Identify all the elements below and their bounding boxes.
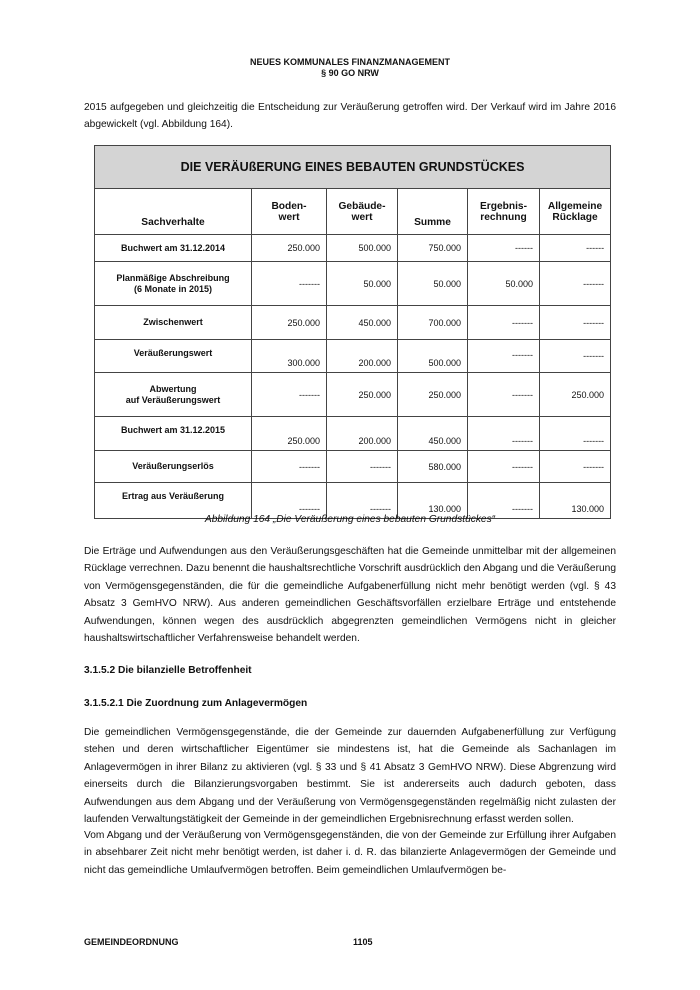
table-header-row: [95, 189, 611, 235]
subsection-heading: 3.1.5.2.1 Die Zuordnung zum Anlagevermögen: [84, 698, 308, 709]
cell: 500.000: [398, 340, 468, 373]
cell: 500.000: [327, 235, 398, 262]
cell: -------: [468, 451, 540, 483]
cell: 50.000: [468, 262, 540, 306]
table-row: [95, 373, 611, 417]
col-header-bodenwert: Boden- wert: [252, 189, 327, 235]
sale-table: [94, 145, 611, 519]
table-title: DIE VERÄUßERUNG EINES BEBAUTEN GRUNDSTÜCKES: [95, 146, 611, 189]
page-number: 1105: [353, 937, 373, 947]
cell: 750.000: [398, 235, 468, 262]
cell: -------: [540, 340, 611, 373]
cell: -------: [327, 451, 398, 483]
cell: -------: [540, 451, 611, 483]
col-header-ruecklage: Allgemeine Rücklage: [540, 189, 611, 235]
col-header-summe: Summe: [398, 189, 468, 235]
table-row: [95, 340, 611, 373]
cell: 200.000: [327, 417, 398, 451]
cell: -------: [468, 417, 540, 451]
cell: 250.000: [252, 235, 327, 262]
cell: ------: [540, 235, 611, 262]
page-header: [0, 57, 700, 79]
row-label: Veräußerungswert: [95, 340, 252, 373]
cell: 50.000: [398, 262, 468, 306]
row-label: Veräußerungserlös: [95, 451, 252, 483]
cell: 200.000: [327, 340, 398, 373]
cell: 450.000: [398, 417, 468, 451]
row-label: Buchwert am 31.12.2014: [95, 235, 252, 262]
col-header-gebaeudewert: Gebäude- wert: [327, 189, 398, 235]
cell: ------: [468, 235, 540, 262]
table-row: [95, 262, 611, 306]
row-label: Planmäßige Abschreibung (6 Monate in 2015): [95, 262, 252, 306]
row-label: Ertrag aus Veräußerung: [95, 483, 252, 519]
paragraph-ertraege: Die Erträge und Aufwendungen aus den Veräußerungsgeschäften hat die Gemeinde unmittelbar mit der allgemeinen Rücklage verrechnen. Dazu benennt die haushaltsrechtliche Vorschrift ausdrücklich den Abgang und die Veräußerung von Vermögensgegenständen, die für die gemeindliche Aufgabenerfüllung nicht mehr benötigt werden (vgl. § 43 Absatz 3 GemHVO NRW). Aus anderen gemeindlichen Geschäftsvorfällen erzielbare Erträge und entstehende Aufwendungen, können wegen des ausdrücklich abgegrenzten gemeindlichen Vermögens nicht in gleicher haushaltswirtschaftlicher Verfahrensweise behandelt werden.: [84, 546, 616, 645]
cell: 130.000: [398, 483, 468, 519]
cell: 50.000: [327, 262, 398, 306]
cell: -------: [540, 306, 611, 340]
table-row: [95, 451, 611, 483]
row-label: Zwischenwert: [95, 306, 252, 340]
cell: -------: [540, 262, 611, 306]
cell: -------: [468, 483, 540, 519]
table-row: [95, 417, 611, 451]
header-section: § 90 GO NRW: [321, 68, 379, 78]
section-heading: 3.1.5.2 Die bilanzielle Betroffenheit: [84, 665, 252, 676]
cell: 250.000: [398, 373, 468, 417]
table-row: [95, 306, 611, 340]
table-caption: Abbildung 164 „Die Veräußerung eines bebauten Grundstückes“: [204, 514, 496, 525]
col-header-ergebnisrechnung: Ergebnis- rechnung: [468, 189, 540, 235]
cell: 250.000: [252, 306, 327, 340]
row-label: Abwertung auf Veräußerungswert: [95, 373, 252, 417]
cell: 700.000: [398, 306, 468, 340]
cell: 300.000: [252, 340, 327, 373]
cell: -------: [468, 340, 540, 373]
header-title: NEUES KOMMUNALES FINANZMANAGEMENT: [250, 57, 450, 67]
paragraph-zuordnung: Die gemeindlichen Vermögensgegenstände, die der Gemeinde zur dauernden Aufgabenerfüllung zur Verfügung stehen und deren wirtschaftlicher Eigentümer sie mindestens ist, hat die Gemeinde als Sachanlagen im Anlagevermögen in ihrer Bilanz zu aktivieren (vgl. § 33 und § 41 Absatz 3 GemHVO NRW). Diese Abgrenzung wird einerseits durch die Bilanzierungsvorgaben bestimmt. Sie ist andererseits auch dadurch geboten, dass Aufwendungen aus dem Abgang und der Veräußerung von Vermögensgegenständen regelmäßig nicht zulasten der laufenden Verwaltungstätigkeit der Gemeinde in der gemeindlichen Ergebnisrechnung erfasst werden sollen.: [84, 727, 616, 826]
cell: 450.000: [327, 306, 398, 340]
intro-paragraph: 2015 aufgegeben und gleichzeitig die Entscheidung zur Veräußerung getroffen wird. Der Verkauf wird im Jahre 2016 abgewickelt (vgl. Abbildung 164).: [84, 102, 616, 131]
cell: -------: [468, 306, 540, 340]
cell: -------: [327, 483, 398, 519]
paragraph-abgang: Vom Abgang und der Veräußerung von Vermögensgegenständen, die von der Gemeinde zur Erfüllung ihrer Aufgaben in absehbarer Zeit nicht mehr benötigt werden, ist daher i. d. R. das bilanzierte Anlagevermögen der Gemeinde und nicht das gemeindliche Umlaufvermögen betroffen. Beim gemeindlichen Umlaufvermögen be-: [84, 830, 616, 876]
cell: -------: [252, 483, 327, 519]
cell: 130.000: [540, 483, 611, 519]
row-label: Buchwert am 31.12.2015: [95, 417, 252, 451]
table-row: [95, 235, 611, 262]
cell: 250.000: [540, 373, 611, 417]
cell: 580.000: [398, 451, 468, 483]
cell: -------: [540, 417, 611, 451]
cell: -------: [252, 373, 327, 417]
cell: 250.000: [327, 373, 398, 417]
cell: 250.000: [252, 417, 327, 451]
cell: -------: [468, 373, 540, 417]
footer-title: GEMEINDEORDNUNG: [84, 937, 179, 947]
cell: -------: [252, 262, 327, 306]
col-header-sachverhalte: Sachverhalte: [95, 189, 252, 235]
cell: -------: [252, 451, 327, 483]
